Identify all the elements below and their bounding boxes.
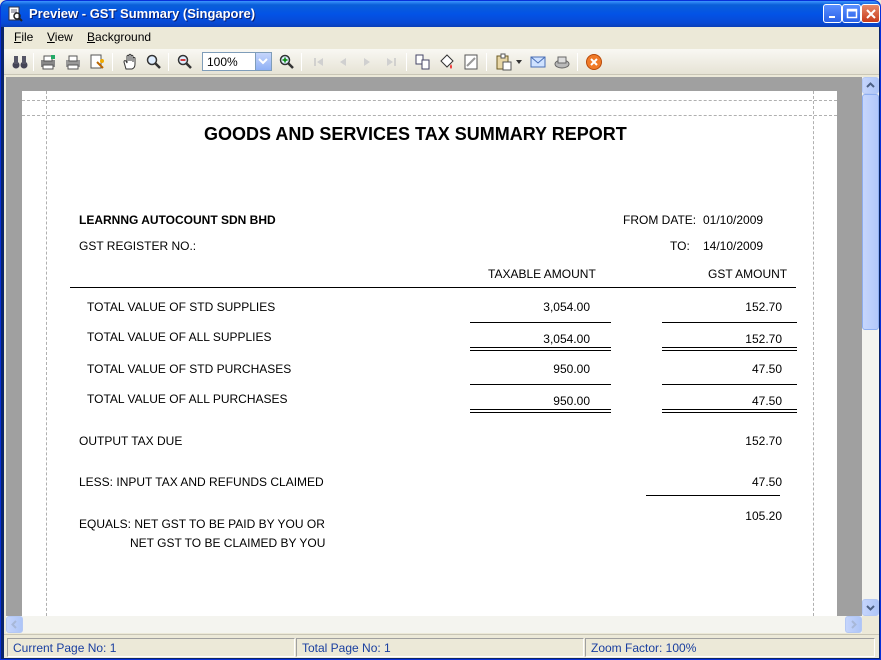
print-icon[interactable]	[64, 53, 82, 71]
export-icon[interactable]	[495, 53, 513, 71]
email-icon[interactable]	[529, 53, 547, 71]
total-double-rule	[470, 409, 611, 410]
subtotal-rule	[662, 322, 797, 323]
row-taxable: 3,054.00	[543, 300, 590, 314]
horizontal-scrollbar[interactable]	[6, 616, 862, 633]
chevron-right-icon	[846, 617, 861, 632]
row-taxable: 950.00	[553, 394, 590, 408]
gst-amount-header: GST AMOUNT	[708, 267, 788, 281]
row-label: TOTAL VALUE OF ALL SUPPLIES	[87, 330, 272, 344]
row-gst: 47.50	[751, 362, 782, 376]
toolbar-separator	[112, 53, 113, 71]
print-setup-icon[interactable]	[39, 53, 57, 71]
toolbar-separator	[301, 53, 302, 71]
status-zoom-factor	[585, 638, 875, 657]
preview-app-icon	[7, 6, 23, 22]
close-icon	[865, 8, 877, 20]
last-page-icon[interactable]	[382, 53, 400, 71]
watermark-icon[interactable]	[462, 53, 480, 71]
output-tax-label: OUTPUT TAX DUE	[79, 434, 183, 448]
menu-file[interactable]	[14, 30, 33, 44]
vertical-scroll-thumb[interactable]	[862, 94, 879, 330]
toolbar-separator	[577, 53, 578, 71]
total-double-rule	[662, 347, 797, 348]
page-setup-icon[interactable]	[88, 53, 106, 71]
net-gst-label-1: EQUALS: NET GST TO BE PAID BY YOU OR	[79, 517, 325, 531]
total-double-rule	[662, 350, 797, 351]
to-date-label: TO:	[670, 239, 690, 253]
scroll-up-button[interactable]	[862, 77, 879, 94]
toolbar-separator	[486, 53, 487, 71]
multiple-pages-icon[interactable]	[414, 53, 432, 71]
scroll-left-button[interactable]	[6, 616, 23, 633]
toolbar-separator	[406, 53, 407, 71]
menu-background-accel: B	[87, 30, 96, 44]
zoom-combobox-value: 100%	[207, 55, 238, 69]
row-label: TOTAL VALUE OF STD PURCHASES	[87, 362, 292, 376]
row-label: TOTAL VALUE OF ALL PURCHASES	[87, 392, 288, 406]
status-total-page	[296, 638, 584, 657]
menu-file-rest: ile	[21, 30, 34, 44]
vertical-scrollbar[interactable]	[862, 77, 879, 616]
menu-bar	[4, 27, 879, 47]
hand-tool-icon[interactable]	[121, 53, 139, 71]
report-page	[22, 91, 837, 616]
close-button[interactable]	[861, 4, 880, 23]
window-client	[4, 27, 879, 658]
company-name: LEARNNG AUTOCOUNT SDN BHD	[79, 213, 276, 227]
gst-register-label: GST REGISTER NO.:	[79, 239, 197, 253]
zoom-dropdown-button[interactable]	[255, 53, 271, 70]
header-rule	[70, 287, 796, 288]
report-title: GOODS AND SERVICES TAX SUMMARY REPORT	[204, 124, 627, 144]
row-taxable: 3,054.00	[543, 332, 590, 346]
preview-area[interactable]	[6, 77, 862, 616]
row-gst: 47.50	[751, 394, 782, 408]
color-fill-icon[interactable]	[438, 53, 456, 71]
maximize-icon	[846, 8, 858, 20]
menu-background[interactable]	[87, 30, 151, 44]
from-date-label: FROM DATE:	[623, 213, 697, 227]
toolbar-separator	[33, 53, 34, 71]
window-title: Preview - GST Summary (Singapore)	[29, 6, 256, 21]
minimize-button[interactable]	[823, 4, 842, 23]
scroll-down-button[interactable]	[862, 599, 879, 616]
subtotal-rule	[470, 384, 611, 385]
total-double-rule	[470, 350, 611, 351]
margin-guide	[22, 100, 837, 101]
input-tax-label: LESS: INPUT TAX AND REFUNDS CLAIMED	[79, 475, 324, 489]
row-taxable: 950.00	[553, 362, 590, 376]
margin-guide	[46, 91, 47, 616]
taxable-amount-header: TAXABLE AMOUNT	[488, 267, 596, 281]
fax-icon[interactable]	[553, 53, 571, 71]
net-gst-label-2: NET GST TO BE CLAIMED BY YOU	[130, 536, 326, 550]
zoom-out-icon[interactable]	[176, 53, 194, 71]
subtotal-rule	[470, 322, 611, 323]
menu-view-accel: V	[47, 30, 55, 44]
input-tax-value: 47.50	[751, 475, 782, 489]
scrollbar-corner	[862, 616, 879, 633]
chevron-down-icon	[256, 53, 270, 69]
title-bar[interactable]	[1, 1, 881, 27]
row-gst: 152.70	[745, 300, 782, 314]
row-label: TOTAL VALUE OF STD SUPPLIES	[87, 300, 276, 314]
status-bar	[4, 634, 879, 658]
output-tax-value: 152.70	[745, 434, 782, 448]
total-double-rule	[662, 412, 797, 413]
total-double-rule	[470, 347, 611, 348]
find-binoculars-icon[interactable]	[11, 53, 29, 71]
total-double-rule	[470, 412, 611, 413]
chevron-down-icon	[863, 600, 878, 615]
margin-guide	[22, 115, 837, 116]
menu-file-accel: F	[14, 30, 22, 44]
menu-view[interactable]	[47, 30, 73, 44]
status-current-page	[7, 638, 295, 657]
chevron-left-icon	[7, 617, 22, 632]
toolbar-separator	[168, 53, 169, 71]
maximize-button[interactable]	[842, 4, 861, 23]
total-double-rule	[662, 409, 797, 410]
status-zoom-factor-text: Zoom Factor: 100%	[591, 641, 697, 655]
first-page-icon[interactable]	[310, 53, 328, 71]
from-date-value: 01/10/2009	[703, 213, 764, 227]
previous-page-icon[interactable]	[334, 53, 352, 71]
status-current-page-text: Current Page No: 1	[13, 641, 117, 655]
zoom-in-icon[interactable]	[278, 53, 296, 71]
next-page-icon[interactable]	[358, 53, 376, 71]
row-gst: 152.70	[745, 332, 782, 346]
magnifier-tool-icon[interactable]	[145, 53, 163, 71]
net-gst-value: 105.20	[745, 509, 782, 523]
menu-background-rest: ackground	[95, 30, 152, 44]
zoom-combobox[interactable]	[202, 52, 272, 71]
subtotal-rule	[662, 384, 797, 385]
status-total-page-text: Total Page No: 1	[302, 641, 391, 655]
net-rule	[646, 495, 780, 496]
to-date-value: 14/10/2009	[703, 239, 764, 253]
export-dropdown-icon[interactable]	[515, 59, 523, 65]
scroll-right-button[interactable]	[845, 616, 862, 633]
close-preview-icon[interactable]	[585, 53, 603, 71]
toolbar	[4, 49, 879, 75]
menu-view-rest: iew	[54, 30, 73, 44]
chevron-up-icon	[863, 78, 878, 93]
margin-guide	[813, 91, 814, 616]
minimize-icon	[827, 8, 839, 20]
